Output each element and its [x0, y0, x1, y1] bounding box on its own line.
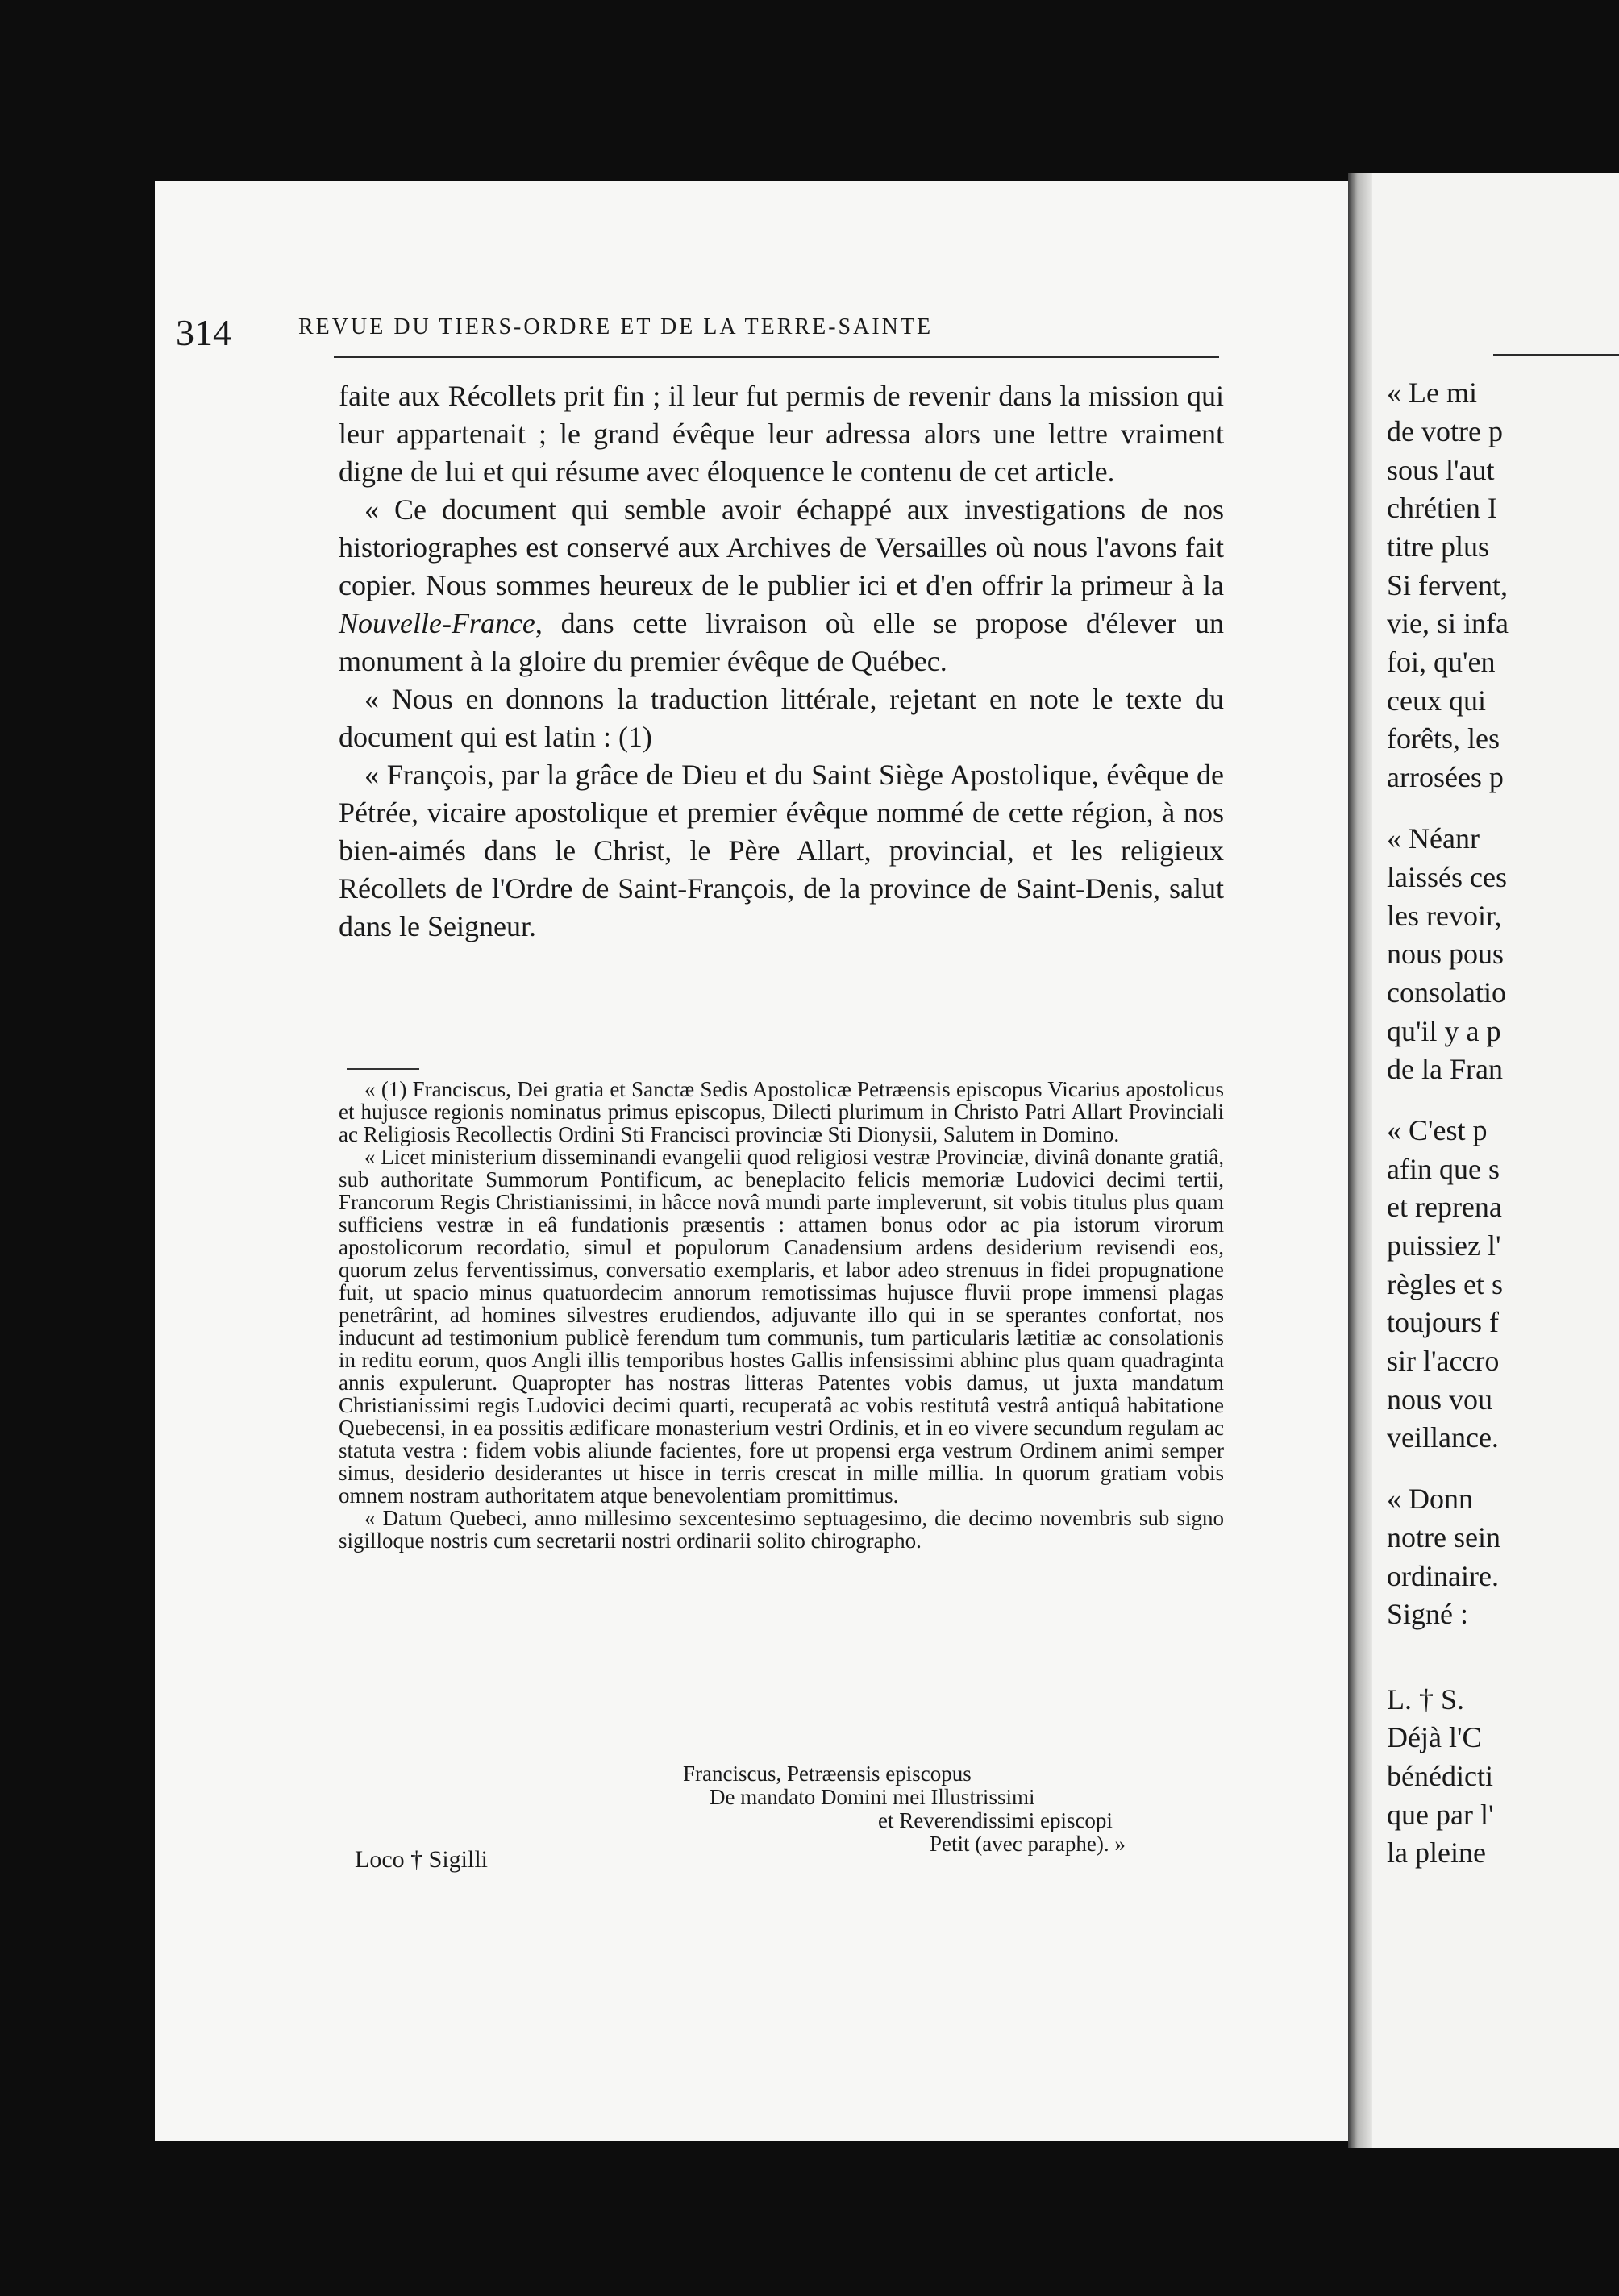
footnote-paragraph: « (1) Franciscus, Dei gratia et Sanctæ Sedis Apostolicæ Petræensis episcopus Vicarius apostolicus et hujusce regionis nominatus primus episcopus, Dilecti plurimum in Christo Patri Allart Provinciali ac Religiosis Recollectis Ordini Sti Francisci provinciæ Sti Dionysii, Salutem in Domino.	[339, 1077, 1224, 1146]
right-page-line: notre sein	[1387, 1521, 1500, 1554]
signature-line: De mandato Domini mei Illustrissimi	[710, 1785, 1035, 1809]
right-page-line: de votre p	[1387, 415, 1503, 447]
right-page-line: Si fervent,	[1387, 569, 1508, 601]
right-page-line: « Néanr	[1387, 822, 1480, 855]
footnote-paragraph: « Licet ministerium disseminandi evangelii quod religiosi vestræ Provinciæ, divinâ donante gratiâ, sub authoritate Summorum Pontificum, ac beneplacito felicis memoriæ Ludovici decimi tertii, Francorum Regis Christianissimi, in hâcce novâ mundi parte impleverunt, sit vobis titulus plus quam sufficiens vestræ in eâ fundationis præsentis : attamen bonus odor ac pia istorum virorum apostolicorum recordatio, simul et populorum Canadensium ardens desiderium revisendi eos, quorum zelus ferventissimus, conversatio exemplaris, et labor adeo strenuus in fidei propugnatione fuit, ut spacio minus quatuordecim annorum remotissimas hujusce fluvii prope immensi plagas penetrârint, ad homines silvestres erudiendos, adjuvante illo qui in se sperantes confortat, nos inducunt ad testimonium publicè ferendum tum communis, tum particularis lætitiæ ac consolationis in reditu eorum, quos Angli illis temporibus hostes Gallis infensissimi abhinc plus quam quadraginta annis expulerunt. Quapropter has nostras litteras Patentes vobis damus, ut juxta mandatum Christianissimi regis Ludovici decimi quarti, recuperatâ ac vobis restitutâ vestrâ antiquâ habitatione Quebecensi, in ea possitis ædificare monasterium vestri Ordinis, et in eo vivere secundum regulam ac statuta vestra : fidem vobis aliunde facientes, fore ut propensi erga vestrum Ordinem animi semper simus, desiderio desiderantes ut hisce in terris crescat in mille millia. In quorum gratiam vobis omnem nostram authoritatem atque benevolentiam promittimus.	[339, 1145, 1224, 1508]
right-page-line: vie, si infa	[1387, 607, 1509, 639]
right-page-line: laissés ces	[1387, 861, 1507, 893]
right-page-line: que par l'	[1387, 1799, 1494, 1831]
right-page-line: afin que s	[1387, 1153, 1500, 1185]
signature-line: Petit (avec paraphe). »	[930, 1832, 1126, 1856]
right-page-line: Déjà l'C	[1387, 1721, 1482, 1753]
signature-line: Franciscus, Petræensis episcopus	[683, 1762, 972, 1786]
journal-title: Nouvelle-France	[339, 607, 535, 639]
right-page-line: nous pous	[1387, 938, 1505, 970]
right-page-line: arrosées p	[1387, 761, 1504, 793]
book-gutter	[1348, 173, 1372, 2148]
right-page-line: chrétien I	[1387, 492, 1497, 524]
right-page-line: nous vou	[1387, 1383, 1493, 1416]
paragraph: « François, par la grâce de Dieu et du Saint Siège Apostolique, évêque de Pétrée, vicaire apostolique et premier évêque nommé de cette région, à nos bien-aimés dans le Christ, le Père Allart, provincial, et les religieux Récollets de l'Ordre de Saint-François, de la province de Saint-Denis, salut dans le Seigneur.	[339, 759, 1224, 942]
right-page-line: « C'est p	[1387, 1114, 1488, 1146]
right-page-line: Signé :	[1387, 1598, 1469, 1630]
right-page-line: consolatio	[1387, 976, 1506, 1009]
right-page-line: veillance.	[1387, 1421, 1499, 1454]
right-page-line: foi, qu'en	[1387, 646, 1496, 678]
body-text	[339, 377, 1224, 946]
paragraph	[339, 491, 1224, 680]
right-page-line: ordinaire.	[1387, 1560, 1499, 1592]
right-page-line: règles et s	[1387, 1268, 1503, 1300]
right-page-line: sous l'aut	[1387, 454, 1495, 486]
footnote-rule	[347, 1068, 419, 1070]
right-page	[1372, 173, 1619, 2148]
paragraph-part: « Ce document qui semble avoir échappé aux investigations de nos historiographes est conservé aux Archives de Versailles où nous l'avons fait copier. Nous sommes heureux de le publier ici et d'en offrir la primeur à la	[339, 493, 1224, 601]
right-page-line: bénédicti	[1387, 1760, 1493, 1792]
right-page-line: toujours f	[1387, 1306, 1499, 1338]
right-page-line: « Le mi	[1387, 376, 1477, 409]
right-page-line: forêts, les	[1387, 722, 1500, 755]
right-page-line: « Donn	[1387, 1483, 1473, 1515]
right-page-line: la pleine	[1387, 1836, 1486, 1869]
right-page-line: puissiez l'	[1387, 1229, 1501, 1262]
right-header-rule	[1493, 354, 1619, 356]
footnotes	[339, 1078, 1224, 1552]
footnote-paragraph: « Datum Quebeci, anno millesimo sexcentesimo septuagesimo, die decimo novembris sub signo sigilloque nostris cum secretarii nostri ordinarii solito chirographo.	[339, 1506, 1224, 1553]
right-page-line: ceux qui	[1387, 684, 1486, 717]
right-page-line: sir l'accro	[1387, 1345, 1500, 1377]
signature-line: et Reverendissimi episcopi	[878, 1808, 1113, 1832]
right-page-line: L. † S.	[1387, 1683, 1465, 1716]
running-title: REVUE DU TIERS-ORDRE ET DE LA TERRE-SAINTE	[298, 314, 934, 339]
right-page-line: qu'il y a p	[1387, 1015, 1501, 1047]
right-page-line: de la Fran	[1387, 1053, 1503, 1085]
right-page-line: les revoir,	[1387, 900, 1502, 932]
seal-note: Loco † Sigilli	[355, 1846, 488, 1873]
right-page-line: et reprena	[1387, 1191, 1502, 1223]
page-number: 314	[176, 312, 231, 353]
header-rule	[334, 356, 1219, 358]
right-page-line: titre plus	[1387, 530, 1489, 563]
paragraph-part: , dans cette livraison où elle se propose d'élever un monument à la gloire du premier évêque de Québec.	[339, 607, 1224, 677]
paragraph: « Nous en donnons la traduction littérale, rejetant en note le texte du document qui est latin : (1)	[339, 683, 1224, 753]
paragraph: faite aux Récollets prit fin ; il leur fut permis de revenir dans la mission qui leur appartenait ; le grand évêque leur adressa alors une lettre vraiment digne de lui et qui résume avec éloquence le contenu de cet article.	[339, 380, 1224, 488]
